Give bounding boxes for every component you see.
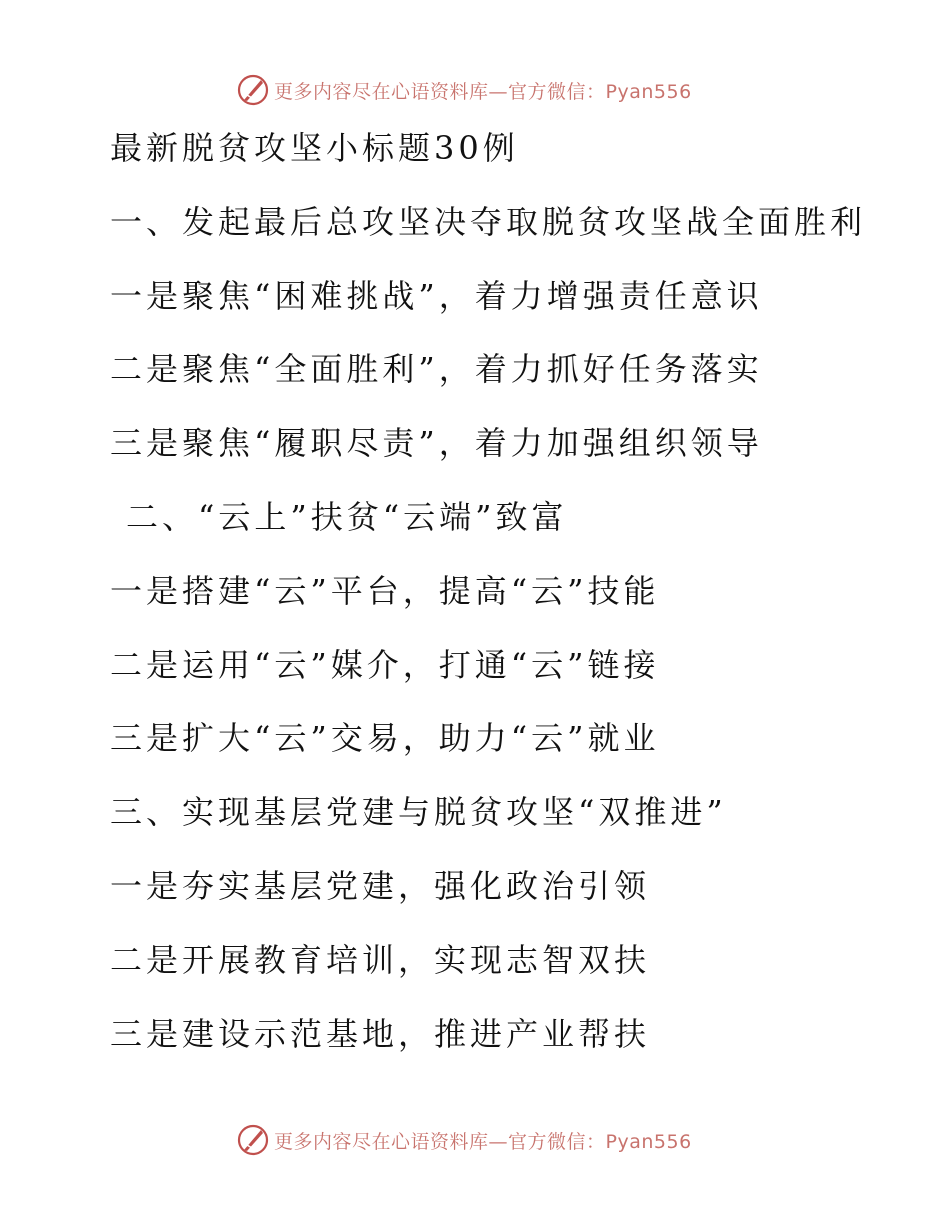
list-item: 一是搭建“云”平台，提高“云”技能 [110, 571, 660, 610]
quill-pen-icon [236, 1123, 270, 1157]
section-heading-3: 三、实现基层党建与脱贫攻坚“双推进” [110, 793, 727, 832]
list-item: 三是扩大“云”交易，助力“云”就业 [110, 719, 660, 758]
list-item: 二是开展教育培训，实现志智双扶 [110, 940, 651, 979]
section-heading-1: 一、发起最后总攻坚决夺取脱贫攻坚战全面胜利 [110, 202, 867, 241]
document-body [110, 120, 910, 1079]
list-item: 二是运用“云”媒介，打通“云”链接 [110, 645, 660, 684]
list-item: 三是建设示范基地，推进产业帮扶 [110, 1014, 651, 1053]
list-item: 一是聚焦“困难挑战”，着力增强责任意识 [110, 276, 763, 315]
section-heading-2: 二、“云上”扶贫“云端”致富 [126, 497, 568, 536]
watermark-text: 更多内容尽在心语资料库—官方微信：Pyan556 [274, 80, 692, 103]
quill-pen-icon [236, 73, 270, 107]
watermark-text: 更多内容尽在心语资料库—官方微信：Pyan556 [274, 1130, 692, 1153]
list-item: 三是聚焦“履职尽责”，着力加强组织领导 [110, 424, 763, 463]
header-watermark-banner [236, 70, 692, 110]
list-item: 一是夯实基层党建，强化政治引领 [110, 866, 651, 905]
document-title: 最新脱贫攻坚小标题30例 [110, 129, 519, 167]
footer-watermark-banner [236, 1120, 692, 1160]
list-item: 二是聚焦“全面胜利”，着力抓好任务落实 [110, 350, 763, 389]
